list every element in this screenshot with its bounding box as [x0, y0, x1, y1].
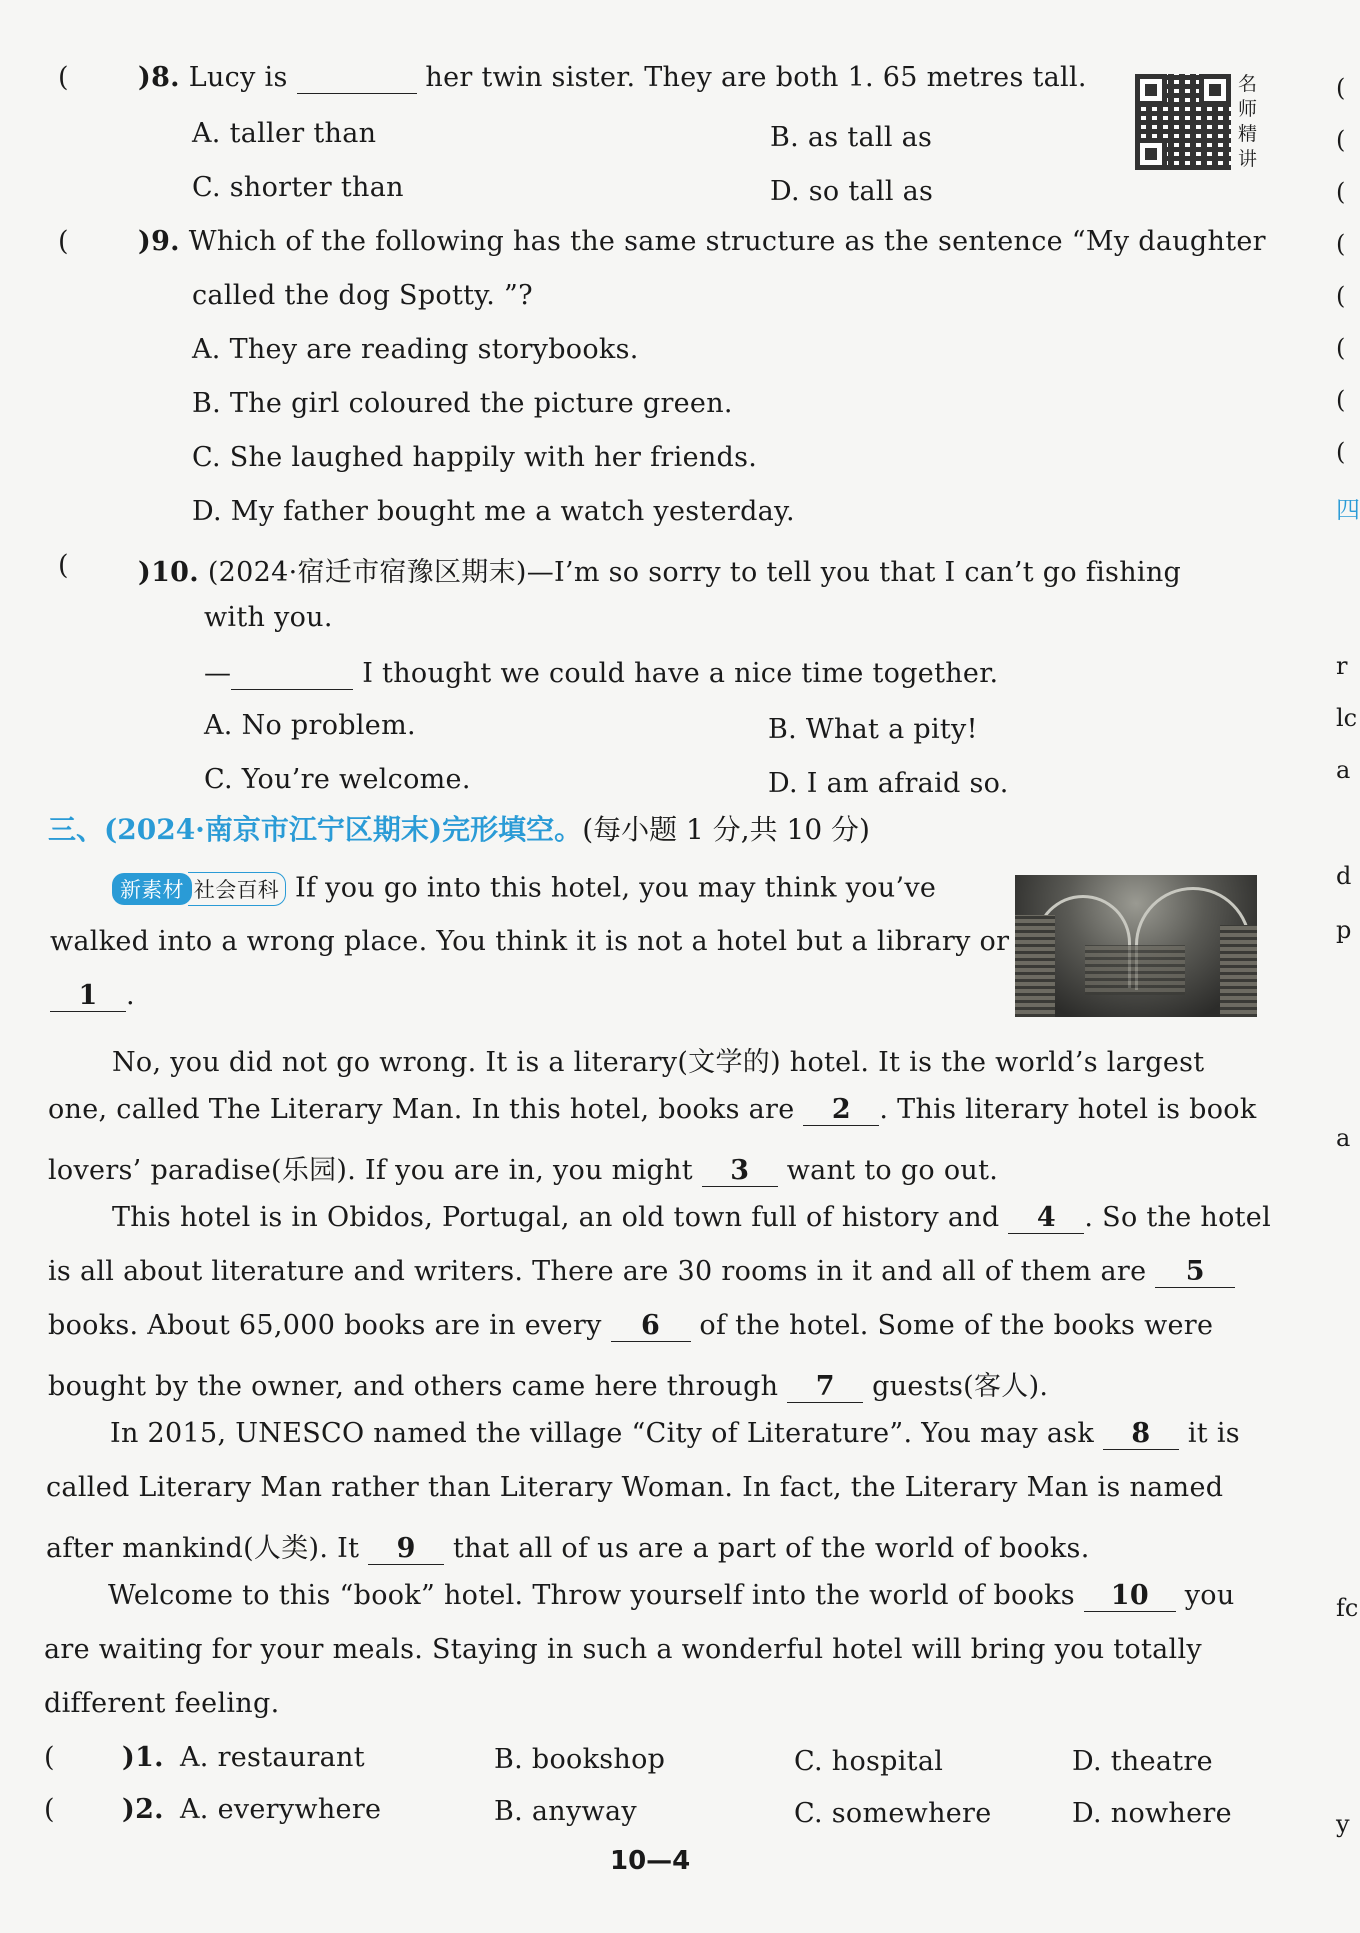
option-c: C. somewhere [794, 1798, 992, 1829]
option-d: D. nowhere [1072, 1798, 1232, 1829]
edge-fragment: ( [1336, 230, 1346, 258]
edge-fragment: y [1336, 1810, 1350, 1838]
option-d: D. My father bought me a watch yesterday. [192, 496, 795, 527]
hotel-photo [1015, 875, 1257, 1017]
passage-line: Welcome to this “book” hotel. Throw yourself into the world of books 10 you [108, 1580, 1235, 1611]
qr-code-icon[interactable] [1135, 74, 1231, 170]
edge-fragment: lc [1336, 704, 1358, 732]
answer-paren[interactable]: ( [58, 62, 69, 93]
passage-line: are waiting for your meals. Staying in such a wonderful hotel will bring you totally [44, 1634, 1202, 1665]
tag-new-material: 新素材 [112, 873, 192, 905]
blank-4[interactable]: 4 [1008, 1203, 1084, 1234]
question-8: )8. Lucy is her twin sister. They are both 1. 65 metres tall. [138, 62, 1087, 93]
edge-fragment: d [1336, 862, 1352, 890]
passage-line: books. About 65,000 books are in every 6 of the hotel. Some of the books were [48, 1310, 1214, 1341]
answer-blank[interactable] [231, 659, 353, 690]
passage-line: 1 . [50, 980, 135, 1012]
passage-line: walked into a wrong place. You think it is not a hotel but a library or [50, 926, 1010, 957]
section-title: 三、(2024·南京市江宁区期末)完形填空。(每小题 1 分,共 10 分) [48, 813, 870, 846]
option-c: C. hospital [794, 1746, 944, 1777]
edge-fragment: fc [1336, 1594, 1359, 1622]
option-a: A. everywhere [180, 1794, 382, 1825]
edge-fragment: ( [1336, 126, 1346, 154]
passage-line: one, called The Literary Man. In this hotel, books are 2 . This literary hotel is book [48, 1094, 1257, 1125]
passage-line: called Literary Man rather than Literary Woman. In fact, the Literary Man is named [46, 1472, 1224, 1503]
answer-paren[interactable]: ( [58, 550, 69, 581]
question-10: )10. (2024·宿迁市宿豫区期末)—I’m so sorry to tell you that I can’t go fishing [138, 557, 1182, 588]
blank-7[interactable]: 7 [787, 1372, 863, 1403]
answer-blank[interactable] [297, 63, 417, 94]
blank-9[interactable]: 9 [368, 1534, 444, 1565]
question-10-dialog: — I thought we could have a nice time together. [204, 658, 999, 689]
option-a: A. No problem. [204, 710, 416, 741]
edge-fragment: ( [1336, 438, 1346, 466]
option-d: D. theatre [1072, 1746, 1213, 1777]
blank-1[interactable]: 1 [50, 981, 126, 1012]
passage-line: 新素材 社会百科 If you go into this hotel, you may think you’ve [112, 872, 936, 906]
edge-fragment: p [1336, 916, 1352, 944]
question-10-cont: with you. [204, 602, 333, 633]
edge-fragment: ( [1336, 386, 1346, 414]
page-number: 10—4 [610, 1846, 691, 1876]
option-c: C. shorter than [192, 172, 404, 203]
passage-line: This hotel is in Obidos, Portugal, an old town full of history and 4 . So the hotel [112, 1202, 1271, 1233]
edge-fragment: a [1336, 1124, 1351, 1152]
option-b: B. The girl coloured the picture green. [192, 388, 733, 419]
question-9: )9. Which of the following has the same structure as the sentence “My daughter [138, 226, 1266, 257]
answer-paren[interactable]: ( [44, 1742, 55, 1773]
blank-5[interactable]: 5 [1155, 1257, 1235, 1288]
edge-fragment: ( [1336, 282, 1346, 310]
choice-2-num: )2. [122, 1794, 164, 1825]
option-b: B. anyway [494, 1796, 637, 1827]
choice-1-num: )1. [122, 1742, 164, 1773]
passage-line: different feeling. [44, 1688, 280, 1719]
option-d: D. so tall as [770, 176, 934, 207]
blank-8[interactable]: 8 [1103, 1419, 1179, 1450]
edge-fragment: ( [1336, 74, 1346, 102]
passage-line: is all about literature and writers. There are 30 rooms in it and all of them are 5 [48, 1256, 1235, 1288]
passage-line: lovers’ paradise(乐园). If you are in, you might 3 want to go out. [48, 1155, 999, 1186]
option-d: D. I am afraid so. [768, 768, 1009, 799]
option-b: B. as tall as [770, 122, 933, 153]
option-a: A. taller than [192, 118, 377, 149]
blank-6[interactable]: 6 [611, 1311, 691, 1342]
passage-line: after mankind(人类). It 9 that all of us are a part of the world of books. [46, 1533, 1090, 1564]
passage-line: In 2015, UNESCO named the village “City of Literature”. You may ask 8 it is [110, 1418, 1240, 1449]
edge-fragment: r [1336, 652, 1348, 680]
option-a: A. restaurant [180, 1742, 365, 1773]
answer-paren[interactable]: ( [58, 226, 69, 257]
answer-paren[interactable]: ( [44, 1794, 55, 1825]
edge-fragment: 四 [1336, 496, 1360, 524]
option-c: C. She laughed happily with her friends. [192, 442, 758, 473]
option-c: C. You’re welcome. [204, 764, 471, 795]
passage-line: No, you did not go wrong. It is a literary(文学的) hotel. It is the world’s largest [112, 1047, 1205, 1078]
question-9-cont: called the dog Spotty. ”? [192, 280, 533, 311]
qr-label: 名师精讲 [1238, 73, 1258, 170]
tag-category: 社会百科 [188, 872, 286, 906]
option-b: B. bookshop [494, 1744, 666, 1775]
option-b: B. What a pity! [768, 714, 978, 745]
blank-10[interactable]: 10 [1084, 1581, 1176, 1612]
option-a: A. They are reading storybooks. [192, 334, 639, 365]
passage-line: bought by the owner, and others came here through 7 guests(客人). [48, 1371, 1049, 1402]
blank-3[interactable]: 3 [702, 1156, 778, 1187]
blank-2[interactable]: 2 [803, 1095, 879, 1126]
edge-fragment: ( [1336, 334, 1346, 362]
edge-fragment: ( [1336, 178, 1346, 206]
edge-fragment: a [1336, 756, 1351, 784]
